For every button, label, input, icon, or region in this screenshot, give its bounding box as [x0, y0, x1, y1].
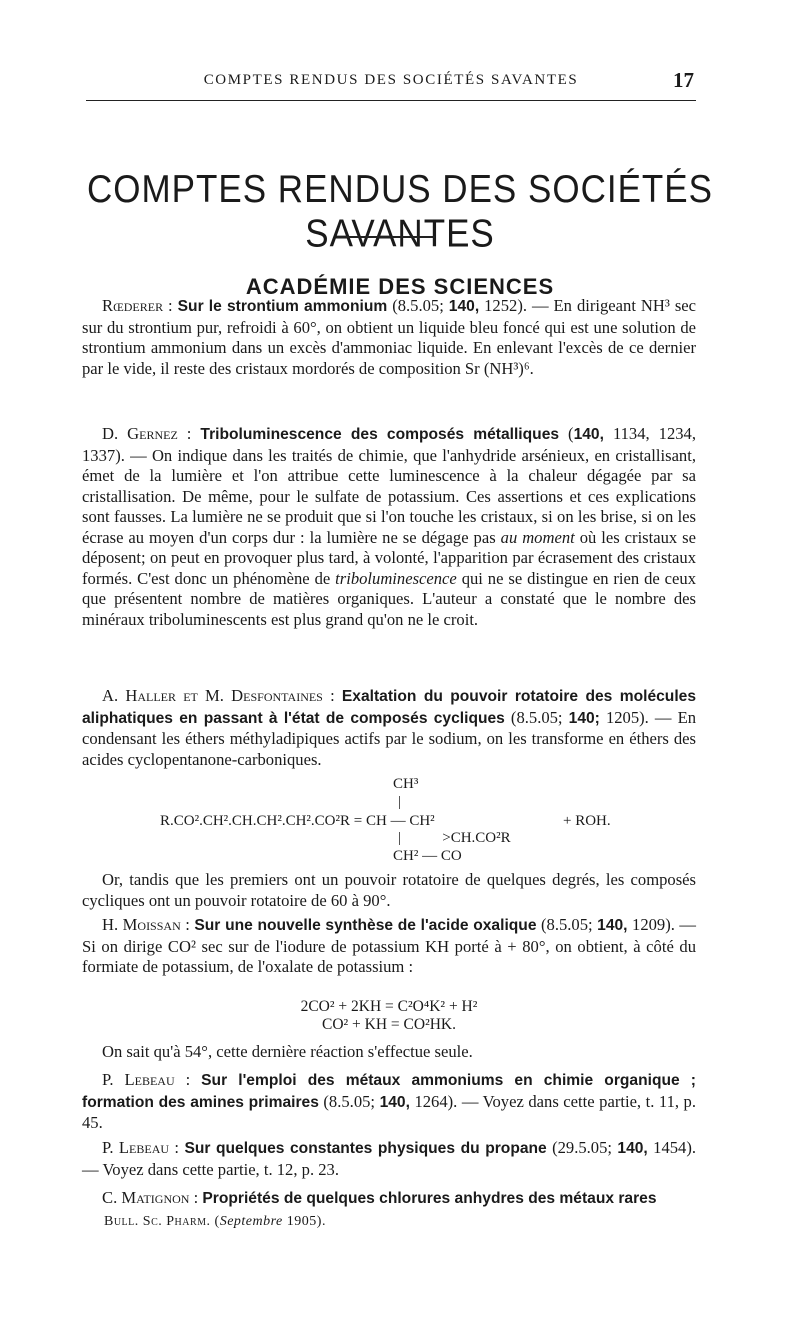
entry-volume: 140, [573, 426, 604, 443]
paragraph-rotatoire: Or, tandis que les premiers ont un pouvoir rotatoire de quelques degrés, les composés cycliques ont un pouvoir rotatoire de 60 à 90°. [82, 870, 696, 910]
entry-author: C. Matignon : [102, 1188, 199, 1207]
entry-ref: (8.5.05; [387, 296, 449, 315]
formula-bottom: CH² — CO [393, 848, 462, 864]
entry-volume: 140, [379, 1093, 410, 1111]
entry-lebeau-2 [82, 1138, 696, 1180]
formula-mid: | >CH.CO²R [398, 830, 511, 846]
formula-line: 2CO² + 2KH = C²O⁴K² + H² [300, 998, 478, 1015]
page-number: 17 [673, 68, 694, 92]
entry-author: P. Lebeau : [102, 1138, 180, 1157]
entry-lebeau-1 [82, 1070, 696, 1134]
entry-volume: 140, [597, 917, 628, 934]
section-title: ACADÉMIE DES SCIENCES [245, 274, 555, 299]
entry-ref: (8.5.05; [536, 915, 598, 934]
running-title: COMPTES RENDUS DES SOCIÉTÉS SAVANTES [203, 72, 579, 88]
entry-roederer [82, 296, 696, 379]
entry-author: A. Haller et M. Desfontaines : [102, 686, 335, 705]
formula-bond: | [398, 794, 402, 810]
entry-ref: ( [559, 424, 574, 443]
entry-title: Sur l'emploi des métaux ammoniums en chimie organique ; formation des amines primaires [82, 1072, 696, 1111]
footer-year: 1905). [282, 1214, 326, 1229]
title-rule [337, 236, 435, 238]
entry-matignon [82, 1188, 696, 1210]
formula-oxalate [82, 998, 696, 1034]
footer-citation: Bull. Sc. Pharm. (Septembre 1905). [104, 1214, 326, 1229]
entry-title: Sur une nouvelle synthèse de l'acide oxalique [194, 917, 537, 934]
entry-text: où les cristaux se déposent; on peut en provoquer plus tard, à volonté, l'apparition par écrasement des cristaux formés. C'est donc un phénomène de [82, 527, 696, 588]
footer-month: Septembre [219, 1214, 283, 1229]
entry-ref: (29.5.05; [546, 1138, 618, 1157]
entry-haller [82, 686, 696, 770]
entry-ref: (8.5.05; [318, 1091, 380, 1111]
entry-text: 1454). — Voyez dans cette partie, t. 12, p. 23. [82, 1138, 697, 1179]
entry-text: 1252). — En dirigeant NH³ sec sur du strontium pur, refroidi à 60°, on obtient un liquide bleu foncé qui est une solution de strontium ammonium dans un excès d'ammoniac liquide. En enlevant l'excès de ce dernier par le vide, il reste des cristaux mordorés de composition Sr (NH³)⁶. [82, 296, 697, 378]
entry-text: 1209). — Si on dirige CO² sec sur de l'iodure de potassium KH porté à + 80°, on obtient, à côté du formiate de potassium, de l'oxalate de potassium : [82, 915, 696, 976]
entry-title: Exaltation du pouvoir rotatoire des molécules aliphatiques en passant à l'état de composés cycliques [82, 688, 696, 727]
entry-title: Sur le strontium ammonium [177, 298, 388, 315]
entry-author: D. Gernez : [102, 424, 192, 443]
entry-text: 1264). — Voyez dans cette partie, t. 11, p. 45. [82, 1091, 697, 1132]
entry-ref: (8.5.05; [504, 707, 569, 727]
formula-top: CH³ [393, 776, 419, 792]
entry-volume: 140; [568, 709, 600, 727]
entry-volume: 140, [617, 1140, 648, 1157]
entry-author: H. Moissan : [102, 915, 190, 934]
footer-journal: Bull. Sc. Pharm. [104, 1214, 211, 1229]
entry-emphasis: au moment [500, 527, 575, 547]
paragraph-reaction: On sait qu'à 54°, cette dernière réaction s'effectue seule. [102, 1042, 473, 1061]
entry-text: 1134, 1234, 1337). — On indique dans les traités de chimie, que l'anhydride arsénieux, en cristallisant, émet de la lumière et l'on attribue cette luminescence à la chaleur dégagée par sa cristallisation. De même, pour le sulfate de potassium. Ces assertions et ces explications sont fausses. La lumière ne se produit que si l'on touche les cristaux, si on les brise, si on les écrase au moyen d'un corps dur : la lumière ne se dégage pas [82, 424, 696, 547]
entry-title: Propriétés de quelques chlorures anhydres des métaux rares [202, 1190, 657, 1207]
entry-emphasis: triboluminescence [335, 568, 457, 588]
entry-gernez [82, 424, 696, 630]
entry-text: 1205). — En condensant les éthers méthyladipiques actifs par le sodium, on les transforme en éthers des acides cyclopentanone-carboniques. [82, 707, 696, 769]
formula-line: CO² + KH = CO²HK. [322, 1016, 456, 1033]
entry-author: P. Lebeau : [102, 1070, 191, 1089]
entry-volume: 140, [448, 298, 480, 315]
main-title: COMPTES RENDUS DES SOCIÉTÉS SAVANTES [87, 167, 713, 256]
entry-author: Rœderer : [102, 296, 173, 315]
entry-title: Triboluminescence des composés métalliques [200, 426, 560, 443]
entry-moissan [82, 915, 696, 978]
formula-main: R.CO².CH².CH.CH².CH².CO²R = CH — CH² [160, 813, 435, 829]
entry-text: qui ne se distingue en rien de ceux que présentent nombre de matières organiques. L'auteur a constaté que le nombre des minéraux triboluminescents est plus grand qu'on ne le croit. [82, 568, 696, 629]
entry-title: Sur quelques constantes physiques du propane [184, 1140, 547, 1157]
running-header [86, 68, 696, 101]
formula-right: + ROH. [563, 813, 611, 829]
